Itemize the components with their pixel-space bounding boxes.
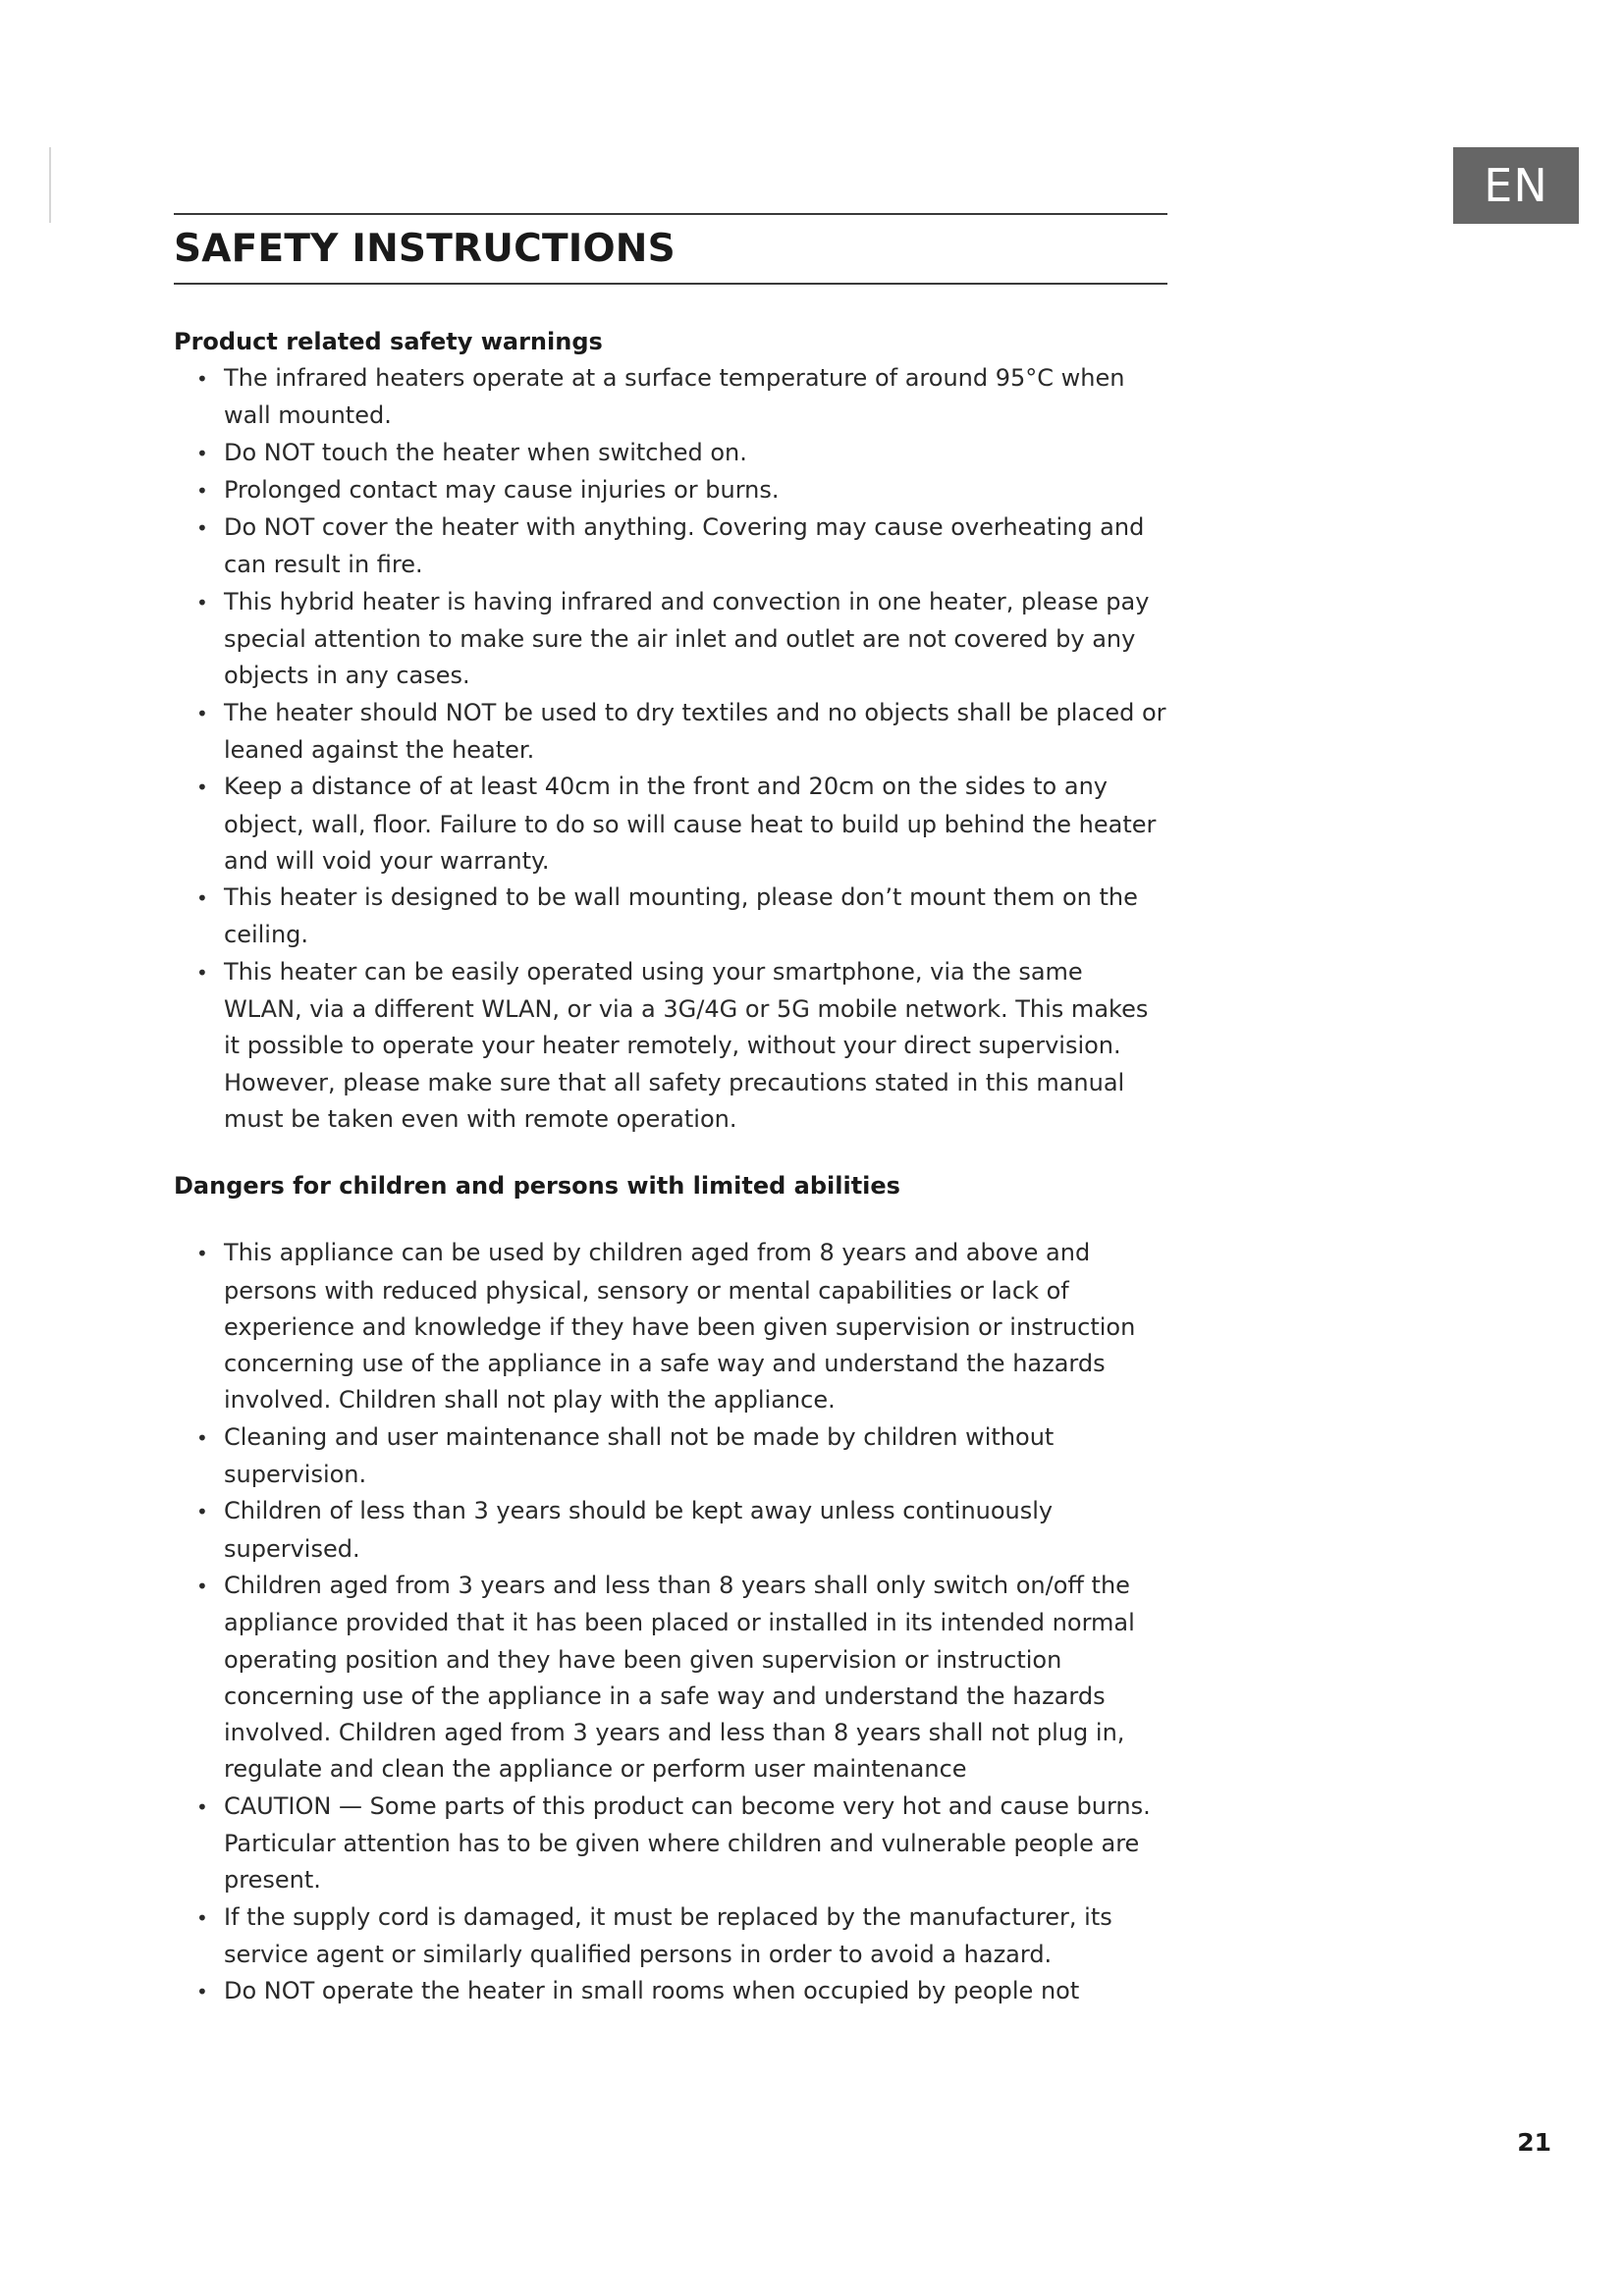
list-item: • Cleaning and user maintenance shall not be made by children without supervision. [174,1419,1167,1494]
page-number: 21 [1517,2128,1551,2157]
page-content [174,213,1167,2010]
section-heading-children-dangers: Dangers for children and persons with limited abilities [174,1172,900,1201]
list-item: • This appliance can be used by children aged from 8 years and above and persons with reduced physical, sensory or mental capabilities or lack of experience and knowledge if they have been given supervision or instruction concerning use of the appliance in a safe way and understand the hazards involved. Children shall not play with the appliance. [174,1235,1167,1418]
list-item: • Do NOT operate the heater in small rooms when occupied by people not [174,1973,1167,2010]
list-item: • This heater is designed to be wall mounting, please don’t mount them on the ceiling. [174,880,1167,954]
list-item: • Do NOT touch the heater when switched on. [174,435,1167,472]
section-heading-product-warnings: Product related safety warnings [174,328,603,355]
page-title: SAFETY INSTRUCTIONS [174,227,676,271]
margin-mark [49,147,51,223]
list-item: • Children of less than 3 years should be kept away unless continuously supervised. [174,1493,1167,1568]
list-item: • Do NOT cover the heater with anything. Covering may cause overheating and can result in fire. [174,509,1167,584]
title-bottom-rule [174,283,1167,285]
list-item: • This heater can be easily operated using your smartphone, via the same WLAN, via a different WLAN, or via a 3G/4G or 5G mobile network. This makes it possible to operate your heater remotely, without your direct supervision. However, please make sure that all safety precautions stated in this manual must be taken even with remote operation. [174,954,1167,1138]
list-item: • CAUTION — Some parts of this product can become very hot and cause burns. Particular attention has to be given where children and vulnerable people are present. [174,1789,1167,1899]
list-item: • Keep a distance of at least 40cm in the front and 20cm on the sides to any object, wall, floor. Failure to do so will cause heat to build up behind the heater and will void your warranty. [174,769,1167,880]
list-item: • If the supply cord is damaged, it must be replaced by the manufacturer, its service agent or similarly qualified persons in order to avoid a hazard. [174,1899,1167,1974]
language-tab: EN [1453,147,1579,224]
product-warnings-list [174,360,1167,1138]
list-item: • Prolonged contact may cause injuries or burns. [174,472,1167,509]
list-item: • Children aged from 3 years and less than 8 years shall only switch on/off the appliance provided that it has been placed or installed in its intended normal operating position and they have been given supervision or instruction concerning use of the appliance in a safe way and understand the hazards involved. Children aged from 3 years and less than 8 years shall not plug in, regulate and clean the appliance or perform user maintenance [174,1568,1167,1789]
list-item: • This hybrid heater is having infrared and convection in one heater, please pay special attention to make sure the air inlet and outlet are not covered by any objects in any cases. [174,584,1167,695]
list-item: • The infrared heaters operate at a surface temperature of around 95°C when wall mounted. [174,360,1167,435]
children-dangers-list [174,1235,1167,2010]
list-item: • The heater should NOT be used to dry textiles and no objects shall be placed or leaned against the heater. [174,695,1167,770]
